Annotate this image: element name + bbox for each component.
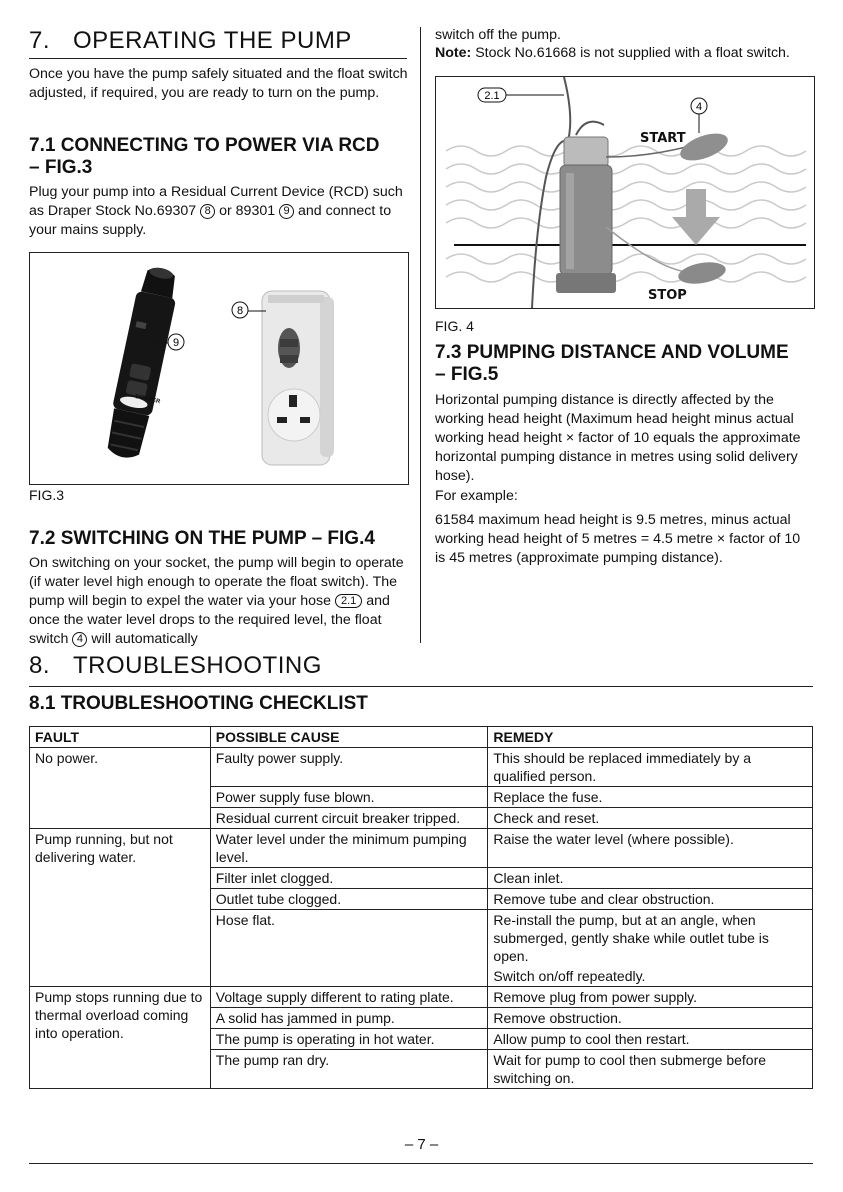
section-number: 8. <box>29 652 51 679</box>
section-7-2-text <box>29 554 409 649</box>
rcd-brand-label: DRAPER <box>134 394 161 406</box>
remedy-cell: Remove obstruction. <box>488 1008 813 1029</box>
cause-cell: Hose flat. <box>210 910 488 987</box>
footer-rule <box>29 1163 813 1164</box>
body-text: On switching on your socket, the pump will begin to operate (if water level high enough to operate the float switch). The pump will begin to expel the water via your hose <box>29 555 404 609</box>
callout-9: 9 <box>172 337 180 349</box>
section-8-heading <box>29 652 322 680</box>
reference-marker: 2.1 <box>335 594 362 608</box>
callout-8: 8 <box>236 305 244 317</box>
section-7-intro: Once you have the pump safely situated and the float switch adjusted, if required, you are ready to turn on the pump. <box>29 66 408 101</box>
section-7-3-para2: For example: <box>435 488 518 504</box>
column-divider <box>420 27 421 643</box>
inline-rcd-icon <box>103 264 182 461</box>
cause-cell: Power supply fuse blown. <box>210 787 488 808</box>
remedy-cell: Remove tube and clear obstruction. <box>488 889 813 910</box>
figure-3-rcd-devices <box>29 252 409 485</box>
table-header-row <box>30 727 813 748</box>
cause-cell: Water level under the minimum pumping level. <box>210 829 488 868</box>
down-arrow-icon <box>672 189 720 245</box>
body-text: Plug your pump into a Residual Current Device (RCD) such as Draper Stock No.69307 <box>29 184 403 219</box>
section-8-1-heading: 8.1 TROUBLESHOOTING CHECKLIST <box>29 693 368 714</box>
section-number: 7. <box>29 27 51 54</box>
stop-label: STOP <box>648 288 687 303</box>
section-title: OPERATING THE PUMP <box>73 27 352 54</box>
figure-3-caption: FIG.3 <box>29 487 65 503</box>
cause-cell: The pump ran dry. <box>210 1050 488 1089</box>
note-text: Stock No.61668 is not supplied with a float switch. <box>475 45 790 61</box>
body-text: and connect to your mains supply. <box>29 203 392 238</box>
remedy-text: Re-install the pump, but at an angle, when submerged, gently shake while outlet tube is open. <box>493 912 769 964</box>
section-7-1-text <box>29 183 409 240</box>
reference-marker: 4 <box>72 632 87 647</box>
remedy-cell: Check and reset. <box>488 808 813 829</box>
section-7-heading <box>29 27 352 55</box>
remedy-cell: Remove plug from power supply. <box>488 987 813 1008</box>
cause-cell: Outlet tube clogged. <box>210 889 488 910</box>
body-text: will automatically <box>91 631 198 647</box>
remedy-cell: Wait for pump to cool then submerge before switching on. <box>488 1050 813 1089</box>
section-7-3-para1: Horizontal pumping distance is directly affected by the working head height (Maximum head height minus actual working head height × factor of 10 equals the approximate horizontal pumping distance in metres using solid delivery hose). <box>435 392 801 484</box>
cause-cell: The pump is operating in hot water. <box>210 1029 488 1050</box>
rcd-illustration <box>30 253 408 484</box>
section-7-3-heading <box>435 342 830 386</box>
section-7-2-heading: 7.2 SWITCHING ON THE PUMP – FIG.4 <box>29 528 375 549</box>
section-7-rule <box>29 58 407 59</box>
remedy-cell: This should be replaced immediately by a qualified person. <box>488 748 813 787</box>
note-label: Note: <box>435 45 472 61</box>
fault-cell: No power. <box>30 748 211 829</box>
column-header: POSSIBLE CAUSE <box>210 727 488 748</box>
callout-4: 4 <box>695 101 703 113</box>
cause-cell: Voltage supply different to rating plate. <box>210 987 488 1008</box>
pump-body-icon <box>556 122 616 293</box>
section-7-1-heading <box>29 135 414 179</box>
table-row <box>30 987 813 1008</box>
column-header: FAULT <box>30 727 211 748</box>
remedy-cell: Allow pump to cool then restart. <box>488 1029 813 1050</box>
start-label: START <box>640 131 686 146</box>
figure-4-caption: FIG. 4 <box>435 318 474 334</box>
cause-cell: A solid has jammed in pump. <box>210 1008 488 1029</box>
section-title: TROUBLESHOOTING <box>73 652 322 679</box>
troubleshooting-table <box>29 726 813 1089</box>
remedy-text: Switch on/off repeatedly. <box>493 968 646 984</box>
cause-cell: Filter inlet clogged. <box>210 868 488 889</box>
remedy-cell <box>488 910 813 987</box>
section-8-rule <box>29 686 813 687</box>
plugin-rcd-icon <box>262 291 334 465</box>
body-text: and once the water level drops to the required level, the float switch <box>29 593 390 647</box>
reference-marker: 9 <box>279 204 294 219</box>
pump-illustration <box>436 77 814 308</box>
reference-marker: 8 <box>200 204 215 219</box>
page-number: – 7 – <box>404 1136 439 1153</box>
callout-2-1: 2.1 <box>484 90 500 102</box>
continuation-text: switch off the pump. <box>435 27 561 43</box>
note <box>435 44 825 63</box>
heading-line: 7.3 PUMPING DISTANCE AND VOLUME <box>435 342 789 363</box>
cause-cell: Faulty power supply. <box>210 748 488 787</box>
column-header: REMEDY <box>488 727 813 748</box>
float-stop-icon <box>677 259 728 287</box>
water-waves <box>446 146 806 282</box>
table-row <box>30 748 813 787</box>
remedy-cell: Replace the fuse. <box>488 787 813 808</box>
figure-4-float-switch <box>435 76 815 309</box>
table-row <box>30 829 813 868</box>
body-text: or 89301 <box>219 203 276 219</box>
fault-cell: Pump stops running due to thermal overload coming into operation. <box>30 987 211 1089</box>
section-7-3-para3: 61584 maximum head height is 9.5 metres, minus actual working head height of 5 metres = 4.5 metre × factor of 10 is 45 metres (approximate pumping distance). <box>435 512 801 566</box>
remedy-cell: Clean inlet. <box>488 868 813 889</box>
heading-line: – FIG.3 <box>29 157 93 178</box>
fault-cell: Pump running, but not delivering water. <box>30 829 211 987</box>
heading-line: – FIG.5 <box>435 364 499 385</box>
remedy-cell: Raise the water level (where possible). <box>488 829 813 868</box>
cause-cell: Residual current circuit breaker tripped. <box>210 808 488 829</box>
heading-line: 7.1 CONNECTING TO POWER VIA RCD <box>29 135 380 156</box>
